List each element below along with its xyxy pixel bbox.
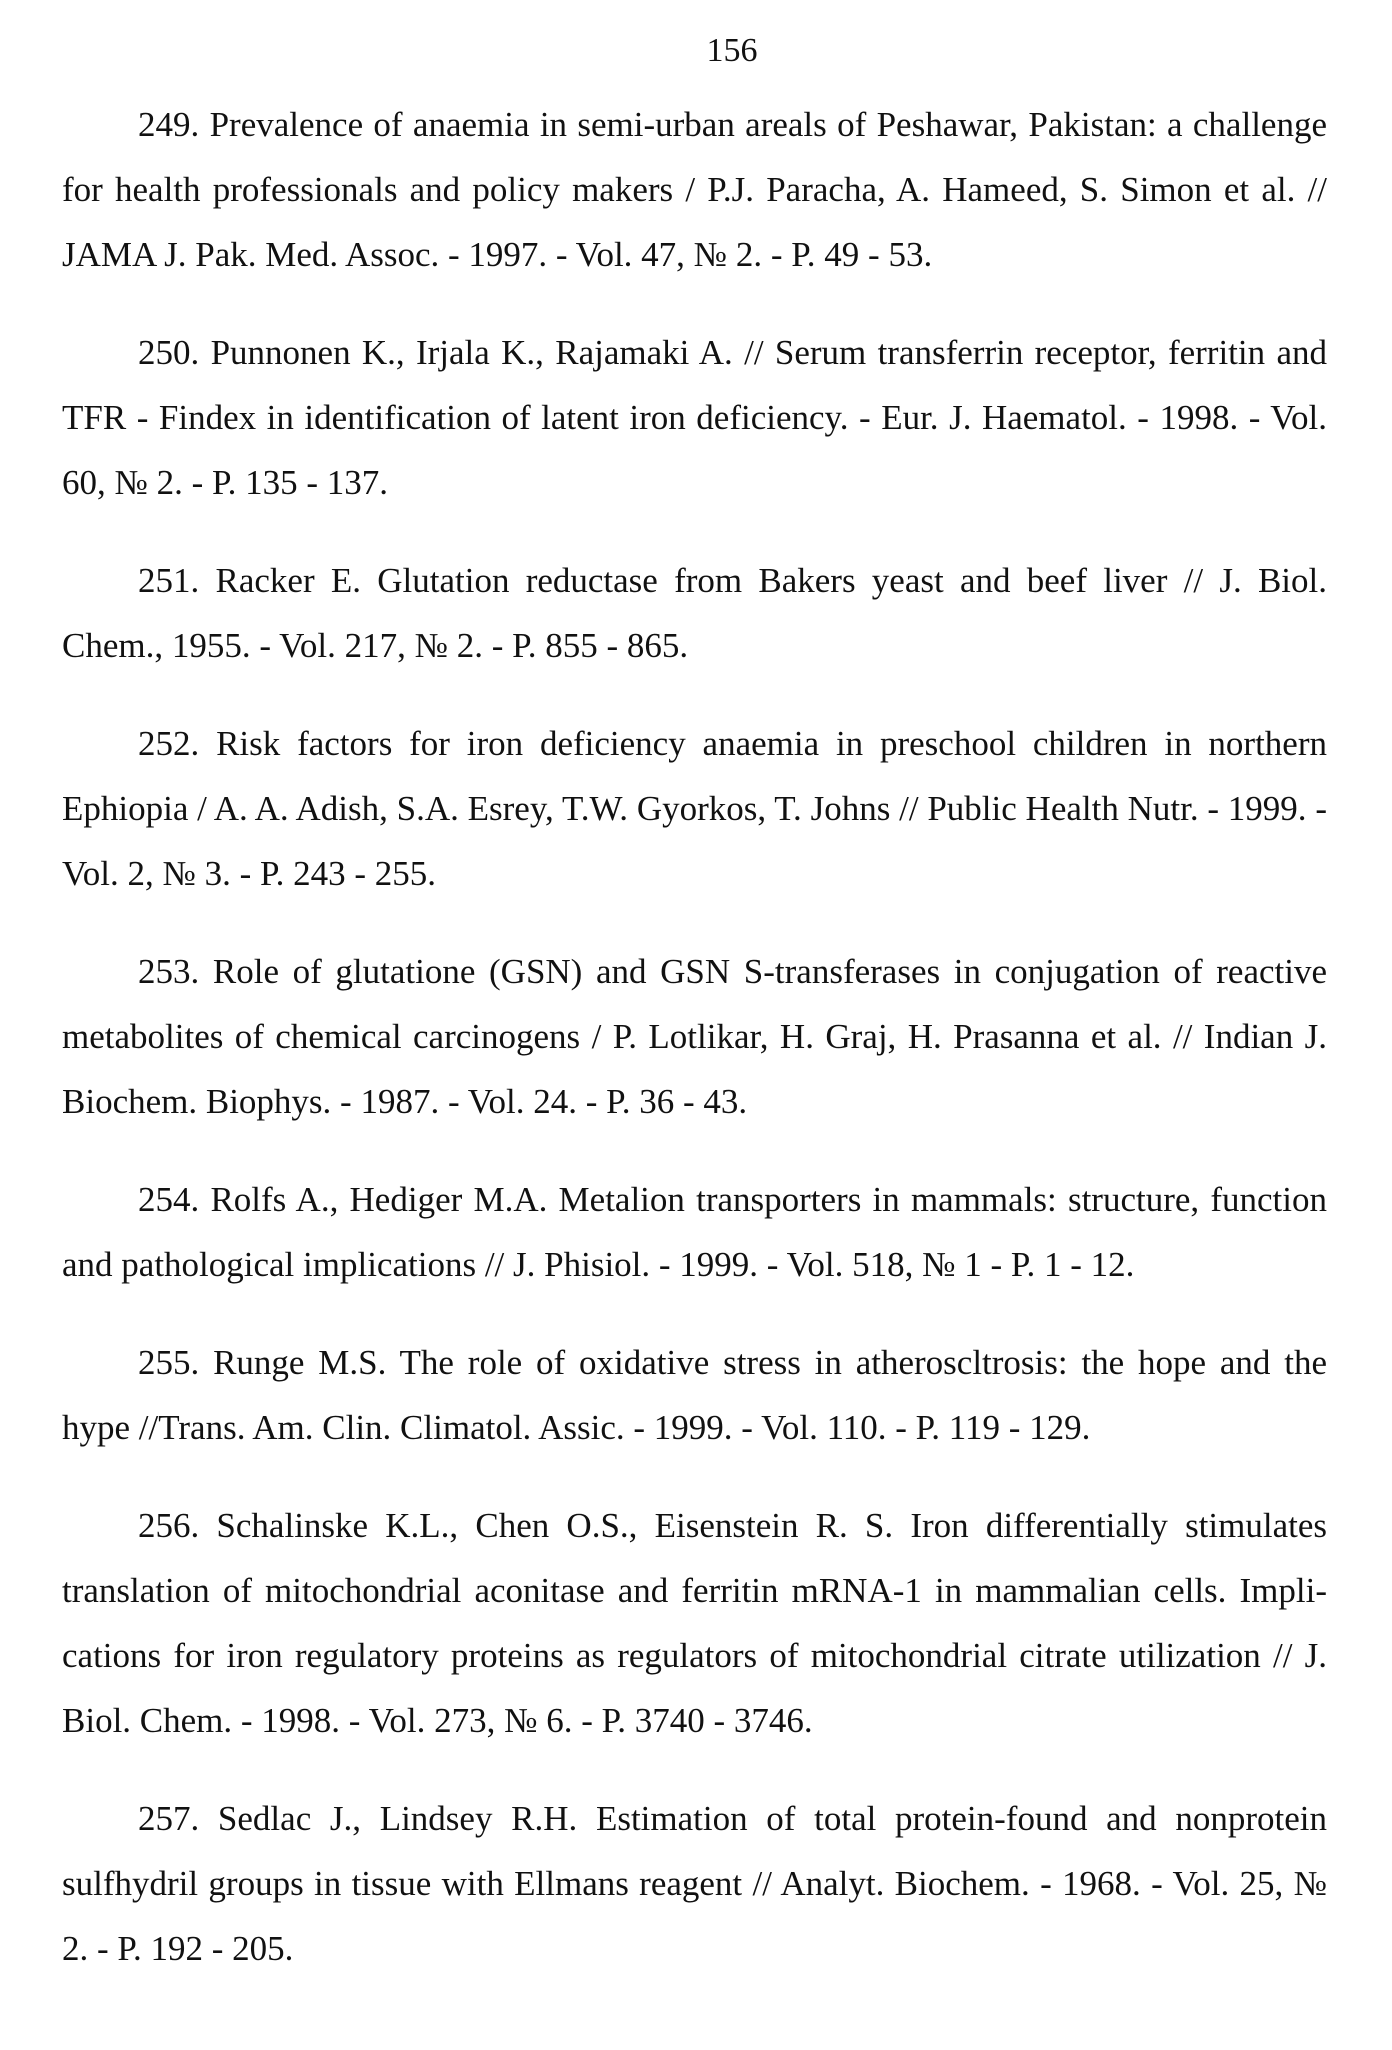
reference-250: 250. Punnonen K., Irjala K., Rajamaki A. // Serum transferrin receptor, ferritin and TFR - Findex in identification of latent iron deficiency. - Eur. J. Haematol. - 1998. - Vol. 60, № 2. - P. 135 - 137. [62,333,1327,502]
reference-254: 254. Rolfs A., Hediger M.A. Metalion transporters in mammals: structure, function and pathological implications // J. Phisiol. - 1999. - Vol. 518, № 1 - P. 1 - 12. [62,1180,1327,1284]
page-number: 156 [706,32,758,69]
reference-255: 255. Runge M.S. The role of oxidative stress in atheroscltrosis: the hope and the hype //Trans. Am. Clin. Climatol. Assic. - 1999. - Vol. 110. - P. 119 - 129. [62,1343,1327,1447]
reference-256: 256. Schalinske K.L., Chen O.S., Eisenstein R. S. Iron differentially stimulates translation of mitochondrial aconitase and ferritin mRNA-1 in mammalian cells. Implications for iron regulatory proteins as regulators of mitochondrial citrate utilization // J. Biol. Chem. - 1998. - Vol. 273, № 6. - P. 3740 - 3746. [62,1506,1327,1740]
reference-252: 252. Risk factors for iron deficiency anaemia in preschool children in northern Ephiopia / A. A. Adish, S.A. Esrey, T.W. Gyorkos, T. Johns // Public Health Nutr. - 1999. - Vol. 2, № 3. - P. 243 - 255. [62,724,1327,893]
reference-253: 253. Role of glutatione (GSN) and GSN S-transferases in conjugation of reactive metabolites of chemical carcinogens / P. Lotlikar, H. Graj, H. Prasanna et al. // Indian J. Biochem. Biophys. - 1987. - Vol. 24. - P. 36 - 43. [62,952,1327,1121]
reference-list [62,92,1327,2014]
reference-249: 249. Prevalence of anaemia in semi-urban areals of Peshawar, Pakistan: a challenge for health professionals and policy makers / P.J. Paracha, A. Hameed, S. Simon et al. // JAMA J. Pak. Med. Assoc. - 1997. - Vol. 47, № 2. - P. 49 - 53. [62,105,1327,274]
reference-257: 257. Sedlac J., Lindsey R.H. Estimation of total protein-found and nonprotein sulfhydril groups in tissue with Ellmans reagent // Analyt. Biochem. - 1968. - Vol. 25, № 2. - P. 192 - 205. [62,1799,1327,1968]
reference-251: 251. Racker E. Glutation reductase from Bakers yeast and beef liver // J. Biol. Chem., 1955. - Vol. 217, № 2. - P. 855 - 865. [62,561,1327,665]
